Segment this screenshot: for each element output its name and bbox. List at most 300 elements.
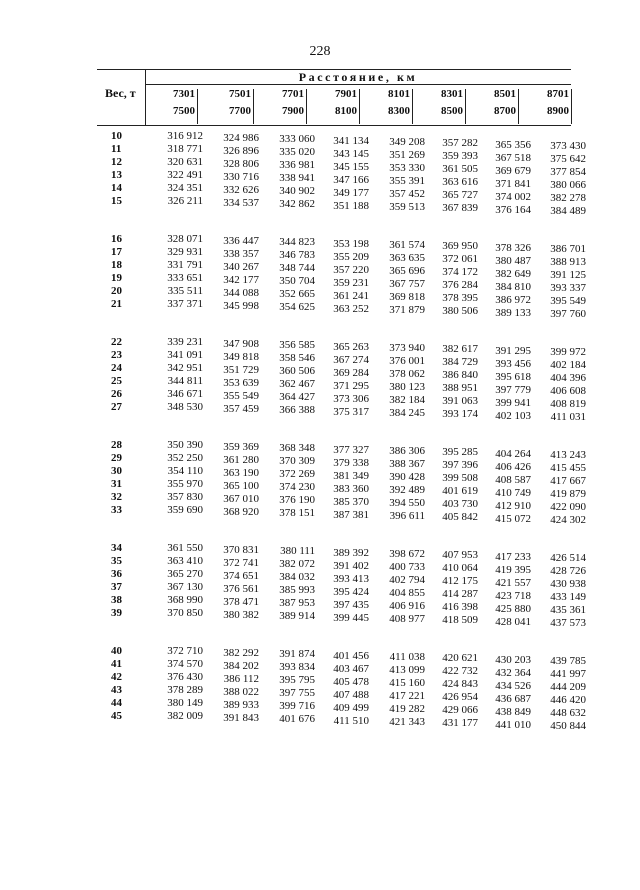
value-cell: 426 954 — [442, 691, 478, 703]
value-cell: 372 061 — [442, 253, 478, 265]
value-cell: 386 112 — [223, 673, 259, 685]
value-cell: 342 862 — [279, 198, 315, 210]
value-cell: 380 111 — [280, 545, 315, 557]
value-cell: 340 902 — [279, 185, 315, 197]
distance-range-header — [362, 85, 414, 125]
value-cell: 363 410 — [167, 555, 203, 567]
value-cell: 412 175 — [442, 575, 478, 587]
value-cell: 441 010 — [495, 719, 531, 731]
value-cell: 355 970 — [167, 478, 203, 490]
value-cell: 403 467 — [333, 663, 369, 675]
value-cell: 402 103 — [495, 410, 531, 422]
weight-cell: 16 — [111, 233, 122, 245]
range-from: 7301 — [173, 88, 195, 100]
value-cell: 380 506 — [442, 305, 478, 317]
value-cell: 390 428 — [389, 471, 425, 483]
value-cell: 316 912 — [167, 130, 203, 142]
range-to: 7500 — [173, 105, 195, 117]
value-cell: 357 830 — [167, 491, 203, 503]
weight-column-header — [97, 70, 146, 125]
value-cell: 393 456 — [495, 358, 531, 370]
value-cell: 408 819 — [550, 398, 586, 410]
value-cell: 393 174 — [442, 408, 478, 420]
value-cell: 433 149 — [550, 591, 586, 603]
weight-cell: 19 — [111, 272, 122, 284]
value-cell: 424 843 — [442, 678, 478, 690]
value-cell: 403 730 — [442, 498, 478, 510]
value-cell: 428 726 — [550, 565, 586, 577]
value-cell: 385 370 — [333, 496, 369, 508]
value-cell: 406 426 — [495, 461, 531, 473]
value-cell: 363 252 — [333, 303, 369, 315]
value-cell: 356 585 — [279, 339, 315, 351]
value-cell: 343 145 — [333, 148, 369, 160]
value-cell: 324 986 — [223, 132, 259, 144]
value-cell: 363 190 — [223, 467, 259, 479]
value-cell: 376 164 — [495, 204, 531, 216]
value-cell: 337 371 — [167, 298, 203, 310]
weight-cell: 37 — [111, 581, 122, 593]
value-cell: 402 794 — [389, 574, 425, 586]
value-cell: 376 284 — [442, 279, 478, 291]
weight-cell: 39 — [111, 607, 122, 619]
value-cell: 333 651 — [167, 272, 203, 284]
value-cell: 386 972 — [495, 294, 531, 306]
value-cell: 404 264 — [495, 448, 531, 460]
value-cell: 409 499 — [333, 702, 369, 714]
value-cell: 382 278 — [550, 192, 586, 204]
page-number: 228 — [309, 44, 331, 59]
value-cell: 361 550 — [167, 542, 203, 554]
value-cell: 384 810 — [495, 281, 531, 293]
weight-cell: 35 — [111, 555, 122, 567]
value-cell: 417 221 — [389, 690, 425, 702]
weight-cell: 29 — [111, 452, 122, 464]
value-cell: 430 203 — [495, 654, 531, 666]
value-cell: 419 395 — [495, 564, 531, 576]
value-cell: 359 513 — [389, 201, 425, 213]
range-to: 8300 — [388, 105, 410, 117]
value-cell: 349 818 — [223, 351, 259, 363]
weight-cell: 22 — [111, 336, 122, 348]
value-cell: 373 430 — [550, 140, 586, 152]
value-cell: 437 573 — [550, 617, 586, 629]
value-cell: 376 190 — [279, 494, 315, 506]
value-cell: 397 760 — [550, 308, 586, 320]
value-cell: 361 241 — [333, 290, 369, 302]
value-cell: 395 285 — [442, 446, 478, 458]
distance-range-header — [468, 85, 520, 125]
value-cell: 387 381 — [333, 509, 369, 521]
value-cell: 419 282 — [389, 703, 425, 715]
value-cell: 345 155 — [333, 161, 369, 173]
weight-cell: 43 — [111, 684, 122, 696]
weight-cell: 21 — [111, 298, 122, 310]
value-cell: 430 938 — [550, 578, 586, 590]
value-cell: 358 546 — [279, 352, 315, 364]
weight-cell: 44 — [111, 697, 122, 709]
value-cell: 395 424 — [333, 586, 369, 598]
value-cell: 388 367 — [389, 458, 425, 470]
range-to: 8500 — [441, 105, 463, 117]
value-cell: 326 896 — [223, 145, 259, 157]
value-cell: 391 295 — [495, 345, 531, 357]
value-cell: 339 231 — [167, 336, 203, 348]
weight-cell: 28 — [111, 439, 122, 451]
value-cell: 401 619 — [442, 485, 478, 497]
value-cell: 365 270 — [167, 568, 203, 580]
range-from: 8501 — [494, 88, 516, 100]
value-cell: 412 910 — [495, 500, 531, 512]
value-cell: 373 306 — [333, 393, 369, 405]
value-cell: 399 508 — [442, 472, 478, 484]
value-cell: 441 997 — [550, 668, 586, 680]
value-cell: 353 639 — [223, 377, 259, 389]
range-from: 7701 — [282, 88, 304, 100]
weight-cell: 25 — [111, 375, 122, 387]
value-cell: 399 941 — [495, 397, 531, 409]
value-cell: 377 327 — [333, 444, 369, 456]
value-cell: 378 289 — [167, 684, 203, 696]
value-cell: 382 292 — [223, 647, 259, 659]
value-cell: 361 505 — [442, 163, 478, 175]
value-cell: 423 718 — [495, 590, 531, 602]
value-cell: 384 729 — [442, 356, 478, 368]
value-cell: 400 733 — [389, 561, 425, 573]
value-cell: 422 732 — [442, 665, 478, 677]
value-cell: 406 608 — [550, 385, 586, 397]
value-cell: 346 671 — [167, 388, 203, 400]
distance-range-header — [309, 85, 361, 125]
weight-cell: 32 — [111, 491, 122, 503]
value-cell: 384 245 — [389, 407, 425, 419]
value-cell: 345 998 — [223, 300, 259, 312]
value-cell: 380 123 — [389, 381, 425, 393]
value-cell: 415 072 — [495, 513, 531, 525]
value-cell: 405 842 — [442, 511, 478, 523]
value-cell: 344 823 — [279, 236, 315, 248]
value-cell: 347 908 — [223, 338, 259, 350]
value-cell: 386 840 — [442, 369, 478, 381]
value-cell: 338 357 — [223, 248, 259, 260]
value-cell: 432 364 — [495, 667, 531, 679]
value-cell: 411 510 — [333, 715, 369, 727]
value-cell: 380 382 — [223, 609, 259, 621]
range-to: 7900 — [282, 105, 304, 117]
value-cell: 326 211 — [167, 195, 203, 207]
value-cell: 374 002 — [495, 191, 531, 203]
value-cell: 367 130 — [167, 581, 203, 593]
value-cell: 395 618 — [495, 371, 531, 383]
value-cell: 425 880 — [495, 603, 531, 615]
value-cell: 439 785 — [550, 655, 586, 667]
range-divider — [465, 89, 466, 124]
value-cell: 391 874 — [279, 648, 315, 660]
value-cell: 349 208 — [389, 136, 425, 148]
value-cell: 359 690 — [167, 504, 203, 516]
value-cell: 393 337 — [550, 282, 586, 294]
distance-range-header — [203, 85, 255, 125]
value-cell: 331 791 — [167, 259, 203, 271]
value-cell: 408 977 — [389, 613, 425, 625]
value-cell: 405 478 — [333, 676, 369, 688]
value-cell: 373 940 — [389, 342, 425, 354]
value-cell: 328 806 — [223, 158, 259, 170]
value-cell: 335 020 — [279, 146, 315, 158]
weight-cell: 33 — [111, 504, 122, 516]
value-cell: 367 757 — [389, 278, 425, 290]
value-cell: 402 184 — [550, 359, 586, 371]
value-cell: 371 841 — [495, 178, 531, 190]
value-cell: 382 009 — [167, 710, 203, 722]
value-cell: 415 160 — [389, 677, 425, 689]
value-cell: 399 445 — [333, 612, 369, 624]
value-cell: 355 549 — [223, 390, 259, 402]
value-cell: 436 687 — [495, 693, 531, 705]
value-cell: 357 220 — [333, 264, 369, 276]
value-cell: 384 032 — [279, 571, 315, 583]
value-cell: 366 388 — [279, 404, 315, 416]
value-cell: 367 518 — [495, 152, 531, 164]
table-row — [0, 195, 640, 217]
value-cell: 381 349 — [333, 470, 369, 482]
value-cell: 382 649 — [495, 268, 531, 280]
value-cell: 396 611 — [389, 510, 425, 522]
value-cell: 334 537 — [223, 197, 259, 209]
value-cell: 365 356 — [495, 139, 531, 151]
distance-range-header — [147, 85, 199, 125]
weight-cell: 45 — [111, 710, 122, 722]
weight-cell: 14 — [111, 182, 122, 194]
value-cell: 365 727 — [442, 189, 478, 201]
weight-cell: 17 — [111, 246, 122, 258]
value-cell: 324 351 — [167, 182, 203, 194]
value-cell: 411 031 — [550, 411, 586, 423]
range-divider — [571, 89, 572, 124]
range-divider — [197, 89, 198, 124]
value-cell: 350 390 — [167, 439, 203, 451]
value-cell: 352 665 — [279, 288, 315, 300]
value-cell: 392 489 — [389, 484, 425, 496]
value-cell: 359 231 — [333, 277, 369, 289]
value-cell: 333 060 — [279, 133, 315, 145]
value-cell: 372 269 — [279, 468, 315, 480]
value-cell: 401 676 — [279, 713, 315, 725]
value-cell: 363 635 — [389, 252, 425, 264]
value-cell: 368 920 — [223, 506, 259, 518]
value-cell: 444 209 — [550, 681, 586, 693]
value-cell: 362 467 — [279, 378, 315, 390]
value-cell: 391 063 — [442, 395, 478, 407]
weight-cell: 20 — [111, 285, 122, 297]
weight-cell: 42 — [111, 671, 122, 683]
value-cell: 384 489 — [550, 205, 586, 217]
weight-cell: 27 — [111, 401, 122, 413]
weight-cell: 18 — [111, 259, 122, 271]
value-cell: 391 125 — [550, 269, 586, 281]
value-cell: 404 396 — [550, 372, 586, 384]
range-from: 7501 — [229, 88, 251, 100]
weight-cell: 38 — [111, 594, 122, 606]
value-cell: 351 188 — [333, 200, 369, 212]
value-cell: 363 616 — [442, 176, 478, 188]
value-cell: 410 064 — [442, 562, 478, 574]
value-cell: 365 100 — [223, 480, 259, 492]
value-cell: 380 066 — [550, 179, 586, 191]
value-cell: 355 209 — [333, 251, 369, 263]
value-cell: 320 631 — [167, 156, 203, 168]
value-cell: 350 704 — [279, 275, 315, 287]
range-from: 8301 — [441, 88, 463, 100]
value-cell: 394 550 — [389, 497, 425, 509]
value-cell: 408 587 — [495, 474, 531, 486]
value-cell: 369 284 — [333, 367, 369, 379]
value-cell: 372 710 — [167, 645, 203, 657]
value-cell: 380 149 — [167, 697, 203, 709]
value-cell: 367 010 — [223, 493, 259, 505]
value-cell: 365 263 — [333, 341, 369, 353]
value-cell: 397 755 — [279, 687, 315, 699]
value-cell: 391 843 — [223, 712, 259, 724]
weight-cell: 30 — [111, 465, 122, 477]
value-cell: 391 402 — [333, 560, 369, 572]
range-from: 7901 — [335, 88, 357, 100]
range-to: 8900 — [547, 105, 569, 117]
value-cell: 382 072 — [279, 558, 315, 570]
value-cell: 389 933 — [223, 699, 259, 711]
table-row — [0, 401, 640, 423]
value-cell: 370 850 — [167, 607, 203, 619]
value-cell: 329 931 — [167, 246, 203, 258]
value-cell: 371 295 — [333, 380, 369, 392]
value-cell: 413 243 — [550, 449, 586, 461]
weight-cell: 12 — [111, 156, 122, 168]
value-cell: 415 455 — [550, 462, 586, 474]
value-cell: 399 972 — [550, 346, 586, 358]
value-cell: 384 202 — [223, 660, 259, 672]
value-cell: 438 849 — [495, 706, 531, 718]
weight-cell: 15 — [111, 195, 122, 207]
range-divider — [306, 89, 307, 124]
value-cell: 419 879 — [550, 488, 586, 500]
value-cell: 424 302 — [550, 514, 586, 526]
value-cell: 426 514 — [550, 552, 586, 564]
value-cell: 397 435 — [333, 599, 369, 611]
value-cell: 414 287 — [442, 588, 478, 600]
value-cell: 359 369 — [223, 441, 259, 453]
weight-cell: 10 — [111, 130, 122, 142]
value-cell: 328 071 — [167, 233, 203, 245]
value-cell: 431 177 — [442, 717, 478, 729]
value-cell: 338 941 — [279, 172, 315, 184]
value-cell: 354 625 — [279, 301, 315, 313]
value-cell: 416 398 — [442, 601, 478, 613]
range-divider — [412, 89, 413, 124]
value-cell: 378 395 — [442, 292, 478, 304]
value-cell: 435 361 — [550, 604, 586, 616]
value-cell: 370 309 — [279, 455, 315, 467]
value-cell: 382 617 — [442, 343, 478, 355]
value-cell: 378 326 — [495, 242, 531, 254]
value-cell: 368 990 — [167, 594, 203, 606]
value-cell: 332 626 — [223, 184, 259, 196]
table-header — [97, 69, 571, 126]
value-cell: 351 729 — [223, 364, 259, 376]
value-cell: 374 230 — [279, 481, 315, 493]
value-cell: 379 338 — [333, 457, 369, 469]
value-cell: 404 855 — [389, 587, 425, 599]
value-cell: 335 511 — [167, 285, 203, 297]
value-cell: 386 306 — [389, 445, 425, 457]
value-cell: 367 274 — [333, 354, 369, 366]
value-cell: 342 177 — [223, 274, 259, 286]
value-cell: 374 570 — [167, 658, 203, 670]
value-cell: 446 420 — [550, 694, 586, 706]
value-cell: 420 621 — [442, 652, 478, 664]
table-row — [0, 298, 640, 320]
weight-cell: 40 — [111, 645, 122, 657]
value-cell: 376 561 — [223, 583, 259, 595]
value-cell: 372 741 — [223, 557, 259, 569]
distance-label: Расстояние, км — [145, 70, 571, 85]
value-cell: 374 172 — [442, 266, 478, 278]
value-cell: 378 471 — [223, 596, 259, 608]
value-cell: 336 981 — [279, 159, 315, 171]
value-cell: 380 487 — [495, 255, 531, 267]
value-cell: 367 839 — [442, 202, 478, 214]
value-cell: 393 413 — [333, 573, 369, 585]
value-cell: 382 184 — [389, 394, 425, 406]
value-cell: 336 447 — [223, 235, 259, 247]
value-cell: 389 133 — [495, 307, 531, 319]
value-cell: 342 951 — [167, 362, 203, 374]
value-cell: 389 914 — [279, 610, 315, 622]
value-cell: 378 062 — [389, 368, 425, 380]
distance-range-header — [521, 85, 573, 125]
value-cell: 401 456 — [333, 650, 369, 662]
weight-cell: 11 — [111, 143, 122, 155]
value-cell: 357 282 — [442, 137, 478, 149]
table-row — [0, 710, 640, 732]
range-from: 8701 — [547, 88, 569, 100]
weight-cell: 26 — [111, 388, 122, 400]
value-cell: 397 396 — [442, 459, 478, 471]
value-cell: 348 530 — [167, 401, 203, 413]
value-cell: 428 041 — [495, 616, 531, 628]
value-cell: 375 642 — [550, 153, 586, 165]
distance-range-header — [415, 85, 467, 125]
value-cell: 352 250 — [167, 452, 203, 464]
value-cell: 421 343 — [389, 716, 425, 728]
value-cell: 369 679 — [495, 165, 531, 177]
value-cell: 365 696 — [389, 265, 425, 277]
range-divider — [359, 89, 360, 124]
value-cell: 371 879 — [389, 304, 425, 316]
value-cell: 377 854 — [550, 166, 586, 178]
weight-cell: 34 — [111, 542, 122, 554]
value-cell: 429 066 — [442, 704, 478, 716]
value-cell: 418 509 — [442, 614, 478, 626]
value-cell: 364 427 — [279, 391, 315, 403]
value-cell: 395 549 — [550, 295, 586, 307]
value-cell: 369 818 — [389, 291, 425, 303]
value-cell: 395 795 — [279, 674, 315, 686]
weight-cell: 36 — [111, 568, 122, 580]
value-cell: 393 834 — [279, 661, 315, 673]
range-to: 8700 — [494, 105, 516, 117]
value-cell: 387 953 — [279, 597, 315, 609]
distance-range-header — [256, 85, 308, 125]
